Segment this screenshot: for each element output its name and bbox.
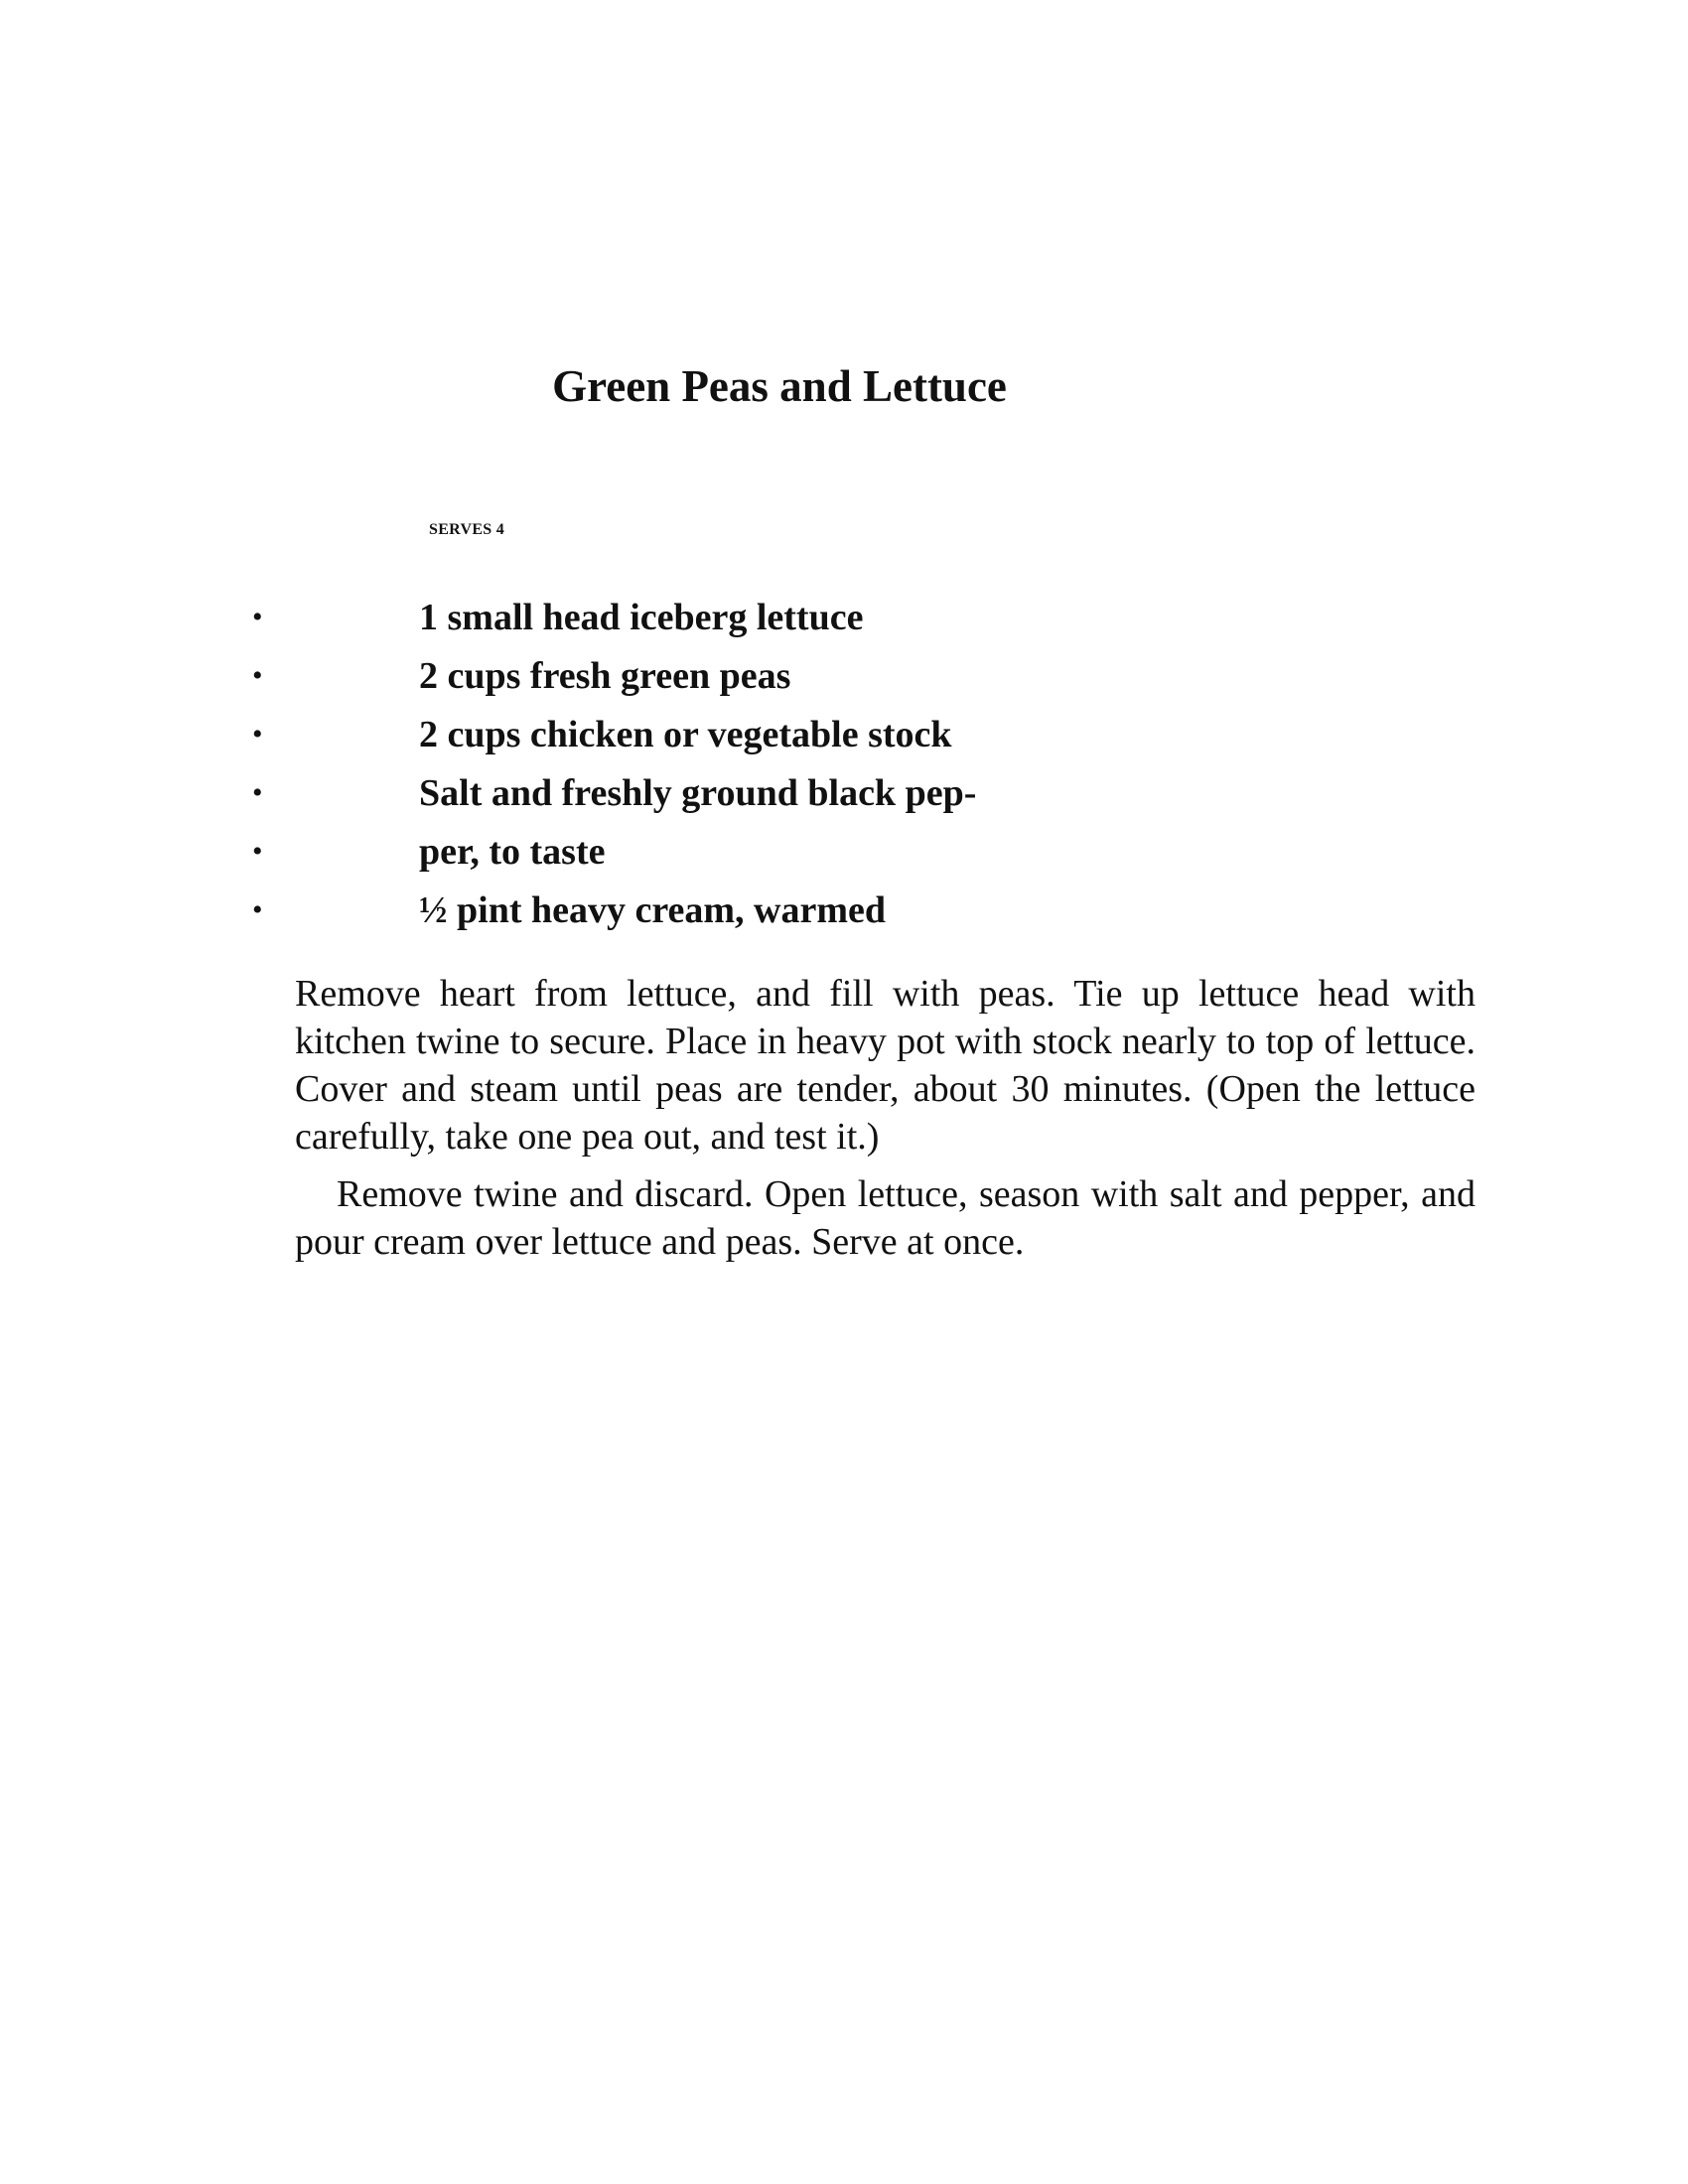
bullet-icon: • xyxy=(252,776,263,809)
ingredient-text: 2 cups fresh green peas xyxy=(419,655,791,697)
ingredient-item xyxy=(0,822,1688,881)
ingredient-item xyxy=(0,705,1688,763)
bullet-icon: • xyxy=(252,835,263,868)
bullet-icon: • xyxy=(252,601,263,633)
ingredient-text: per, to taste xyxy=(419,831,606,873)
ingredient-text: 1 small head iceberg lettuce xyxy=(419,597,864,638)
ingredient-text: Salt and freshly ground black pep- xyxy=(419,772,977,814)
recipe-title: Green Peas and Lettuce xyxy=(552,361,1007,411)
ingredient-item xyxy=(0,646,1688,705)
bullet-icon: • xyxy=(252,893,263,926)
ingredient-item xyxy=(0,763,1688,822)
ingredient-list xyxy=(0,588,1688,939)
serves-label: SERVES 4 xyxy=(429,521,505,538)
bullet-icon: • xyxy=(252,718,263,751)
ingredient-text: 2 cups chicken or vegetable stock xyxy=(419,714,952,755)
ingredient-item xyxy=(0,881,1688,939)
directions xyxy=(295,970,1476,1276)
bullet-icon: • xyxy=(252,659,263,692)
direction-paragraph: Remove heart from lettuce, and fill with peas. Tie up lettuce head with kitchen twine to secure. Place in heavy pot with stock nearly to top of lettuce. Cover and steam until peas are tender, about 30 minutes. (Open the lettuce carefully, take one pea out, and test it.) xyxy=(295,973,1476,1158)
ingredient-item xyxy=(0,588,1688,646)
ingredient-text: ½ pint heavy cream, warmed xyxy=(419,889,887,931)
direction-paragraph: Remove twine and discard. Open lettuce, season with salt and pepper, and pour cream over lettuce and peas. Serve at once. xyxy=(295,1173,1476,1263)
